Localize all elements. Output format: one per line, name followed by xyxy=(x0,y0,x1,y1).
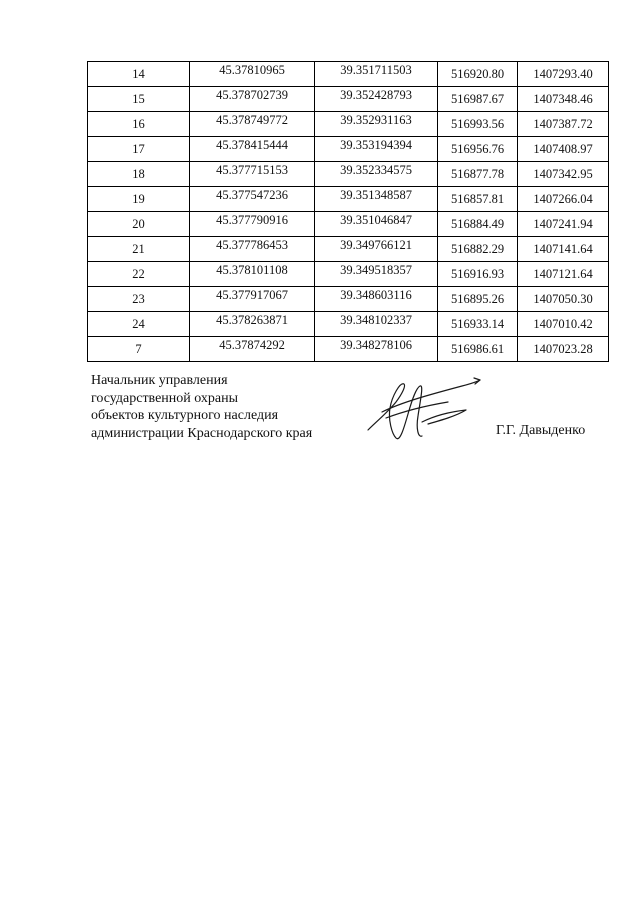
point-number: 7 xyxy=(88,337,190,362)
y-coordinate-cell: 1407050.30 xyxy=(518,287,609,312)
table-row xyxy=(88,212,609,237)
x-coordinate-cell: 516857.81 xyxy=(438,187,518,212)
latitude-cell: 45.377786453 xyxy=(190,237,315,262)
point-number: 20 xyxy=(88,212,190,237)
latitude-cell: 45.377547236 xyxy=(190,187,315,212)
table-row xyxy=(88,312,609,337)
signatory-title-line: объектов культурного наследия xyxy=(91,408,279,423)
point-number: 17 xyxy=(88,137,190,162)
latitude-cell: 45.377917067 xyxy=(190,287,315,312)
longitude-cell: 39.353194394 xyxy=(315,137,438,162)
longitude-cell: 39.352931163 xyxy=(315,112,438,137)
x-coordinate-cell: 516993.56 xyxy=(438,112,518,137)
x-coordinate-cell: 516987.67 xyxy=(438,87,518,112)
latitude-cell: 45.378702739 xyxy=(190,87,315,112)
x-coordinate-cell: 516933.14 xyxy=(438,312,518,337)
latitude-cell: 45.37874292 xyxy=(190,337,315,362)
y-coordinate-cell: 1407121.64 xyxy=(518,262,609,287)
table-row xyxy=(88,262,609,287)
longitude-cell: 39.348278106 xyxy=(315,337,438,362)
longitude-cell: 39.348102337 xyxy=(315,312,438,337)
y-coordinate-cell: 1407293.40 xyxy=(518,62,609,87)
y-coordinate-cell: 1407141.64 xyxy=(518,237,609,262)
table-row xyxy=(88,87,609,112)
point-number: 22 xyxy=(88,262,190,287)
x-coordinate-cell: 516956.76 xyxy=(438,137,518,162)
x-coordinate-cell: 516877.78 xyxy=(438,162,518,187)
x-coordinate-cell: 516916.93 xyxy=(438,262,518,287)
longitude-cell: 39.352334575 xyxy=(315,162,438,187)
table-row xyxy=(88,287,609,312)
point-number: 15 xyxy=(88,87,190,112)
signatory-title-line: администрации Краснодарского края xyxy=(91,425,313,441)
latitude-cell: 45.378101108 xyxy=(190,262,315,287)
longitude-cell: 39.348603116 xyxy=(315,287,438,312)
x-coordinate-cell: 516986.61 xyxy=(438,337,518,362)
y-coordinate-cell: 1407266.04 xyxy=(518,187,609,212)
point-number: 18 xyxy=(88,162,190,187)
latitude-cell: 45.378263871 xyxy=(190,312,315,337)
point-number: 21 xyxy=(88,237,190,262)
latitude-cell: 45.377790916 xyxy=(190,212,315,237)
table-row xyxy=(88,162,609,187)
signatory-name: Г.Г. Давыденко xyxy=(496,423,586,438)
point-number: 14 xyxy=(88,62,190,87)
table-row xyxy=(88,112,609,137)
point-number: 23 xyxy=(88,287,190,312)
longitude-cell: 39.351711503 xyxy=(315,62,438,87)
x-coordinate-cell: 516884.49 xyxy=(438,212,518,237)
y-coordinate-cell: 1407408.97 xyxy=(518,137,609,162)
x-coordinate-cell: 516920.80 xyxy=(438,62,518,87)
x-coordinate-cell: 516895.26 xyxy=(438,287,518,312)
longitude-cell: 39.352428793 xyxy=(315,87,438,112)
y-coordinate-cell: 1407241.94 xyxy=(518,212,609,237)
y-coordinate-cell: 1407387.72 xyxy=(518,112,609,137)
longitude-cell: 39.351046847 xyxy=(315,212,438,237)
signatory-title-line: государственной охраны xyxy=(91,390,239,406)
handwritten-signature xyxy=(362,372,484,444)
longitude-cell: 39.349766121 xyxy=(315,237,438,262)
signatory-title-line: Начальник управления xyxy=(91,373,228,388)
latitude-cell: 45.377715153 xyxy=(190,162,315,187)
table-row xyxy=(88,137,609,162)
y-coordinate-cell: 1407348.46 xyxy=(518,87,609,112)
signatory-title xyxy=(91,372,312,442)
point-number: 19 xyxy=(88,187,190,212)
x-coordinate-cell: 516882.29 xyxy=(438,237,518,262)
y-coordinate-cell: 1407010.42 xyxy=(518,312,609,337)
latitude-cell: 45.37810965 xyxy=(190,62,315,87)
point-number: 24 xyxy=(88,312,190,337)
latitude-cell: 45.378749772 xyxy=(190,112,315,137)
table-row xyxy=(88,337,609,362)
table-row xyxy=(88,187,609,212)
coordinates-table-body xyxy=(88,62,609,362)
y-coordinate-cell: 1407342.95 xyxy=(518,162,609,187)
coordinates-table xyxy=(87,61,609,362)
table-row xyxy=(88,62,609,87)
table-row xyxy=(88,237,609,262)
longitude-cell: 39.349518357 xyxy=(315,262,438,287)
longitude-cell: 39.351348587 xyxy=(315,187,438,212)
latitude-cell: 45.378415444 xyxy=(190,137,315,162)
y-coordinate-cell: 1407023.28 xyxy=(518,337,609,362)
point-number: 16 xyxy=(88,112,190,137)
